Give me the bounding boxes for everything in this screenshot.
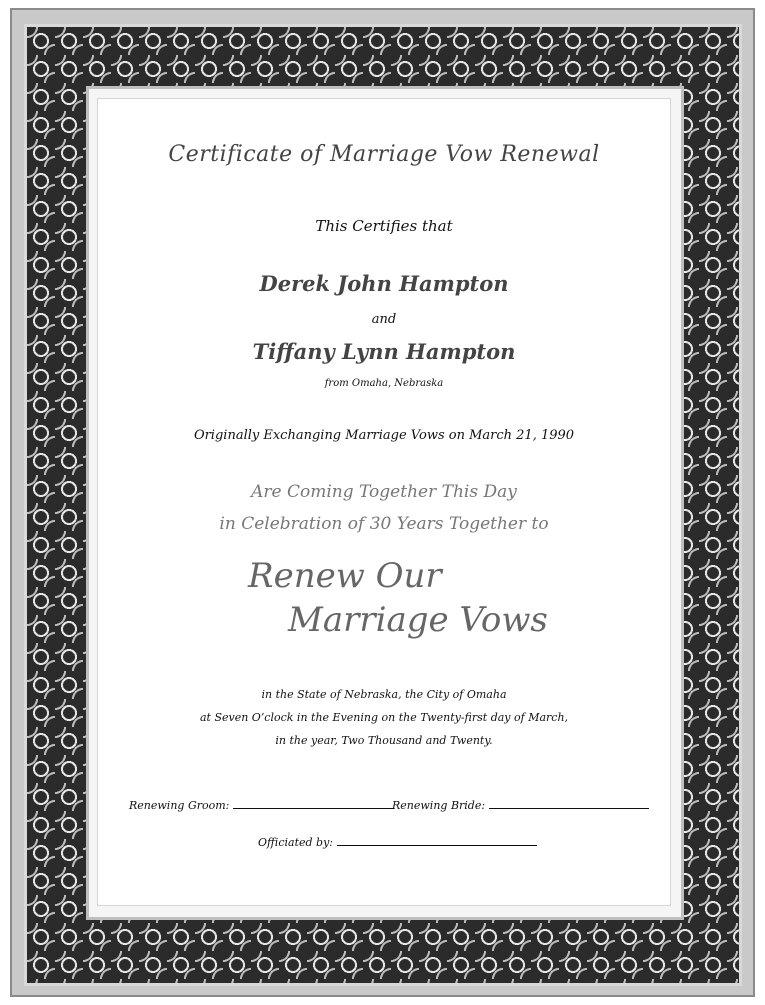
renew-heading-line1: Renew Our: [248, 556, 442, 596]
bride-signature-field[interactable]: [392, 798, 649, 812]
celebration-line: in Celebration of 30 Years Together to: [219, 514, 549, 534]
coming-together-line: Are Coming Together This Day: [251, 482, 517, 502]
location-line: in the State of Nebraska, the City of Omaha: [261, 688, 507, 701]
officiant-signature-field[interactable]: [258, 835, 537, 849]
bride-signature-line[interactable]: [489, 798, 649, 809]
bride-name: Tiffany Lynn Hampton: [252, 339, 516, 364]
renew-heading-line2: Marriage Vows: [288, 600, 548, 640]
certificate-title: Certificate of Marriage Vow Renewal: [168, 142, 600, 167]
groom-signature-field[interactable]: [129, 798, 393, 812]
groom-signature-label: Renewing Groom:: [129, 799, 230, 812]
hometown: from Omaha, Nebraska: [324, 378, 444, 389]
officiant-signature-label: Officiated by:: [258, 836, 333, 849]
year-line: in the year, Two Thousand and Twenty.: [275, 734, 493, 747]
and-connector: and: [371, 312, 397, 327]
bride-signature-label: Renewing Bride:: [392, 799, 486, 812]
groom-signature-line[interactable]: [233, 798, 393, 809]
groom-name: Derek John Hampton: [259, 271, 509, 296]
officiant-signature-line[interactable]: [337, 835, 537, 846]
original-vows-date: Originally Exchanging Marriage Vows on March 21, 1990: [193, 428, 575, 443]
certifies-line: This Certifies that: [315, 217, 453, 235]
time-line: at Seven O’clock in the Evening on the Twenty-first day of March,: [199, 711, 569, 724]
